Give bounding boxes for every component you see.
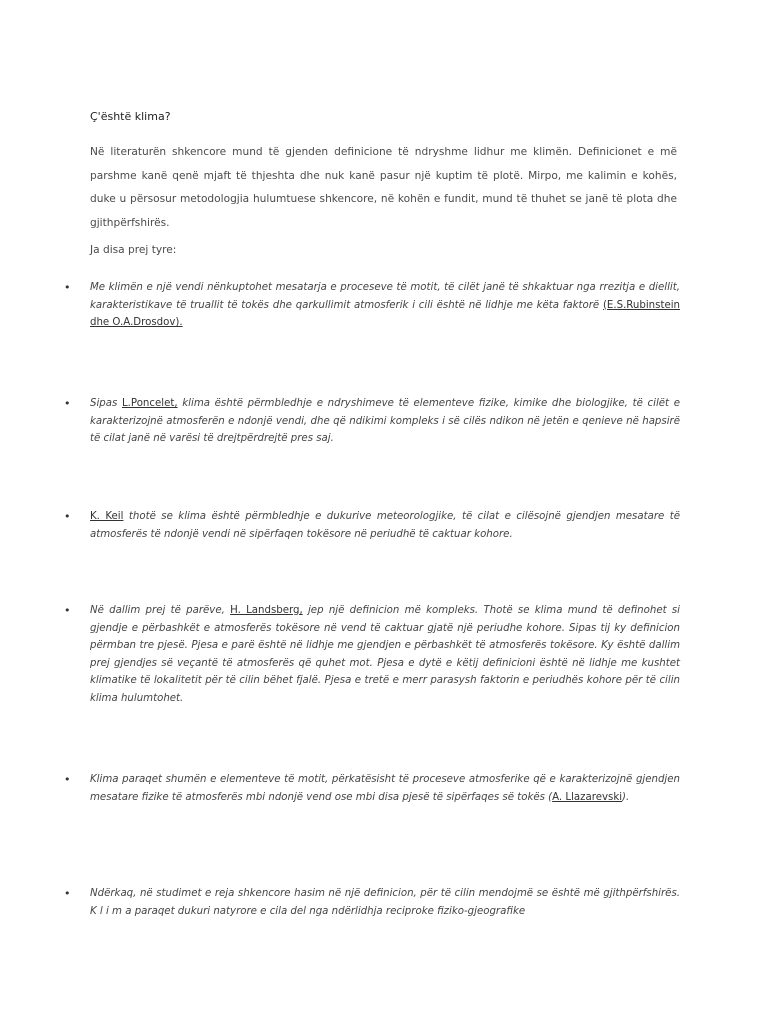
bullet-marker: •	[64, 887, 71, 900]
list-item	[90, 771, 680, 806]
item-text: ).	[622, 791, 630, 803]
list-item	[90, 395, 680, 448]
page-title: Ç'është klima?	[90, 110, 171, 123]
item-text: thotë se klima është përmbledhje e dukurive meteorologjike, të cilat e cilësojnë gjendjen mesatare të atmosferës të ndonjë vendi në sipërfaqen tokësore në periudhë të caktuar kohore.	[90, 511, 680, 540]
reference-link[interactable]: A. Llazarevski	[552, 791, 623, 803]
bullet-marker: •	[64, 773, 71, 786]
item-text: jep një definicion më kompleks. Thotë se klima mund të definohet si gjendje e përbashkët e atmosferës tokësore në vend të caktuar gjatë një periudhe kohore. Sipas tij ky definicion përmban tre pjesë. Pjesa e parë është në lidhje me gjendjen e përbashkët të atmosferës tokësore. Ky është dallim prej gjendjes së veçantë të atmosferës që quhet mot. Pjesa e dytë e këtij definicioni është në lidhje me kushtet klimatike të lokalitetit për të cilin bëhet fjalë. Pjesa e tretë e merr parasysh faktorin e periudhës kohore për të cilin klima hulumtohet.	[90, 605, 680, 704]
reference-link[interactable]: (E.S.Rubinstein dhe O.A.Drosdov).	[90, 299, 680, 328]
item-text: klima është përmbledhje e ndryshimeve të elementeve fizike, kimike dhe biologjike, të cilët e karakterizojnë atmosferën e ndonjë vendi, dhe që ndikimi kompleks i së cilës ndikon në jetën e qenieve në hapsirë të cilat janë në varësi të drejtpërdrejtë pres saj.	[90, 398, 680, 444]
item-text: Sipas	[90, 398, 122, 409]
bullet-marker: •	[64, 510, 71, 523]
list-item	[90, 508, 680, 543]
bullet-marker: •	[64, 281, 71, 294]
item-text: Në dallim prej të parëve,	[90, 605, 231, 616]
item-text: Ndërkaq, në studimet e reja shkencore hasim në një definicion, për të cilin mendojmë se është më gjithpërfshirës. K l i m a paraqet dukuri natyrore e cila del nga ndërlidhja reciproke fiziko-gjeografike	[90, 888, 680, 917]
reference-link[interactable]: L.Poncelet,	[122, 398, 178, 409]
list-item	[90, 885, 680, 920]
reference-link[interactable]: H. Landsberg,	[230, 605, 303, 616]
bullet-marker: •	[64, 604, 71, 617]
lead-line: Ja disa prej tyre:	[90, 244, 177, 256]
intro-paragraph: Në literaturën shkencore mund të gjenden definicione të ndryshme lidhur me klimën. Definicionet e më parshme kanë qenë mjaft të thjeshta dhe nuk kanë pasur një kuptim të plotë. Mirpo, me kalimin e kohës, duke u përsosur metodologjia hulumtuese shkencore, në kohën e fundit, mund të thuhet se janë të plota dhe gjithpërfshirës.	[90, 146, 677, 229]
list-item	[90, 602, 680, 707]
reference-link[interactable]: K. Keil	[90, 511, 124, 522]
bullet-marker: •	[64, 397, 71, 410]
item-text: Me klimën e një vendi nënkuptohet mesatarja e proceseve të motit, të cilët janë të shkaktuar nga rrezitja e diellit, karakteristikave të truallit të tokës dhe qarkullimit atmosferik i cili është në lidhje me këta faktorë	[90, 282, 680, 311]
item-text: Klima paraqet shumën e elementeve të motit, përkatësisht të proceseve atmosferike që e karakterizojnë gjendjen mesatare fizike të atmosferës mbi ndonjë vend ose mbi disa pjesë të sipërfaqes së tokës (	[90, 774, 680, 803]
list-item	[90, 279, 680, 332]
